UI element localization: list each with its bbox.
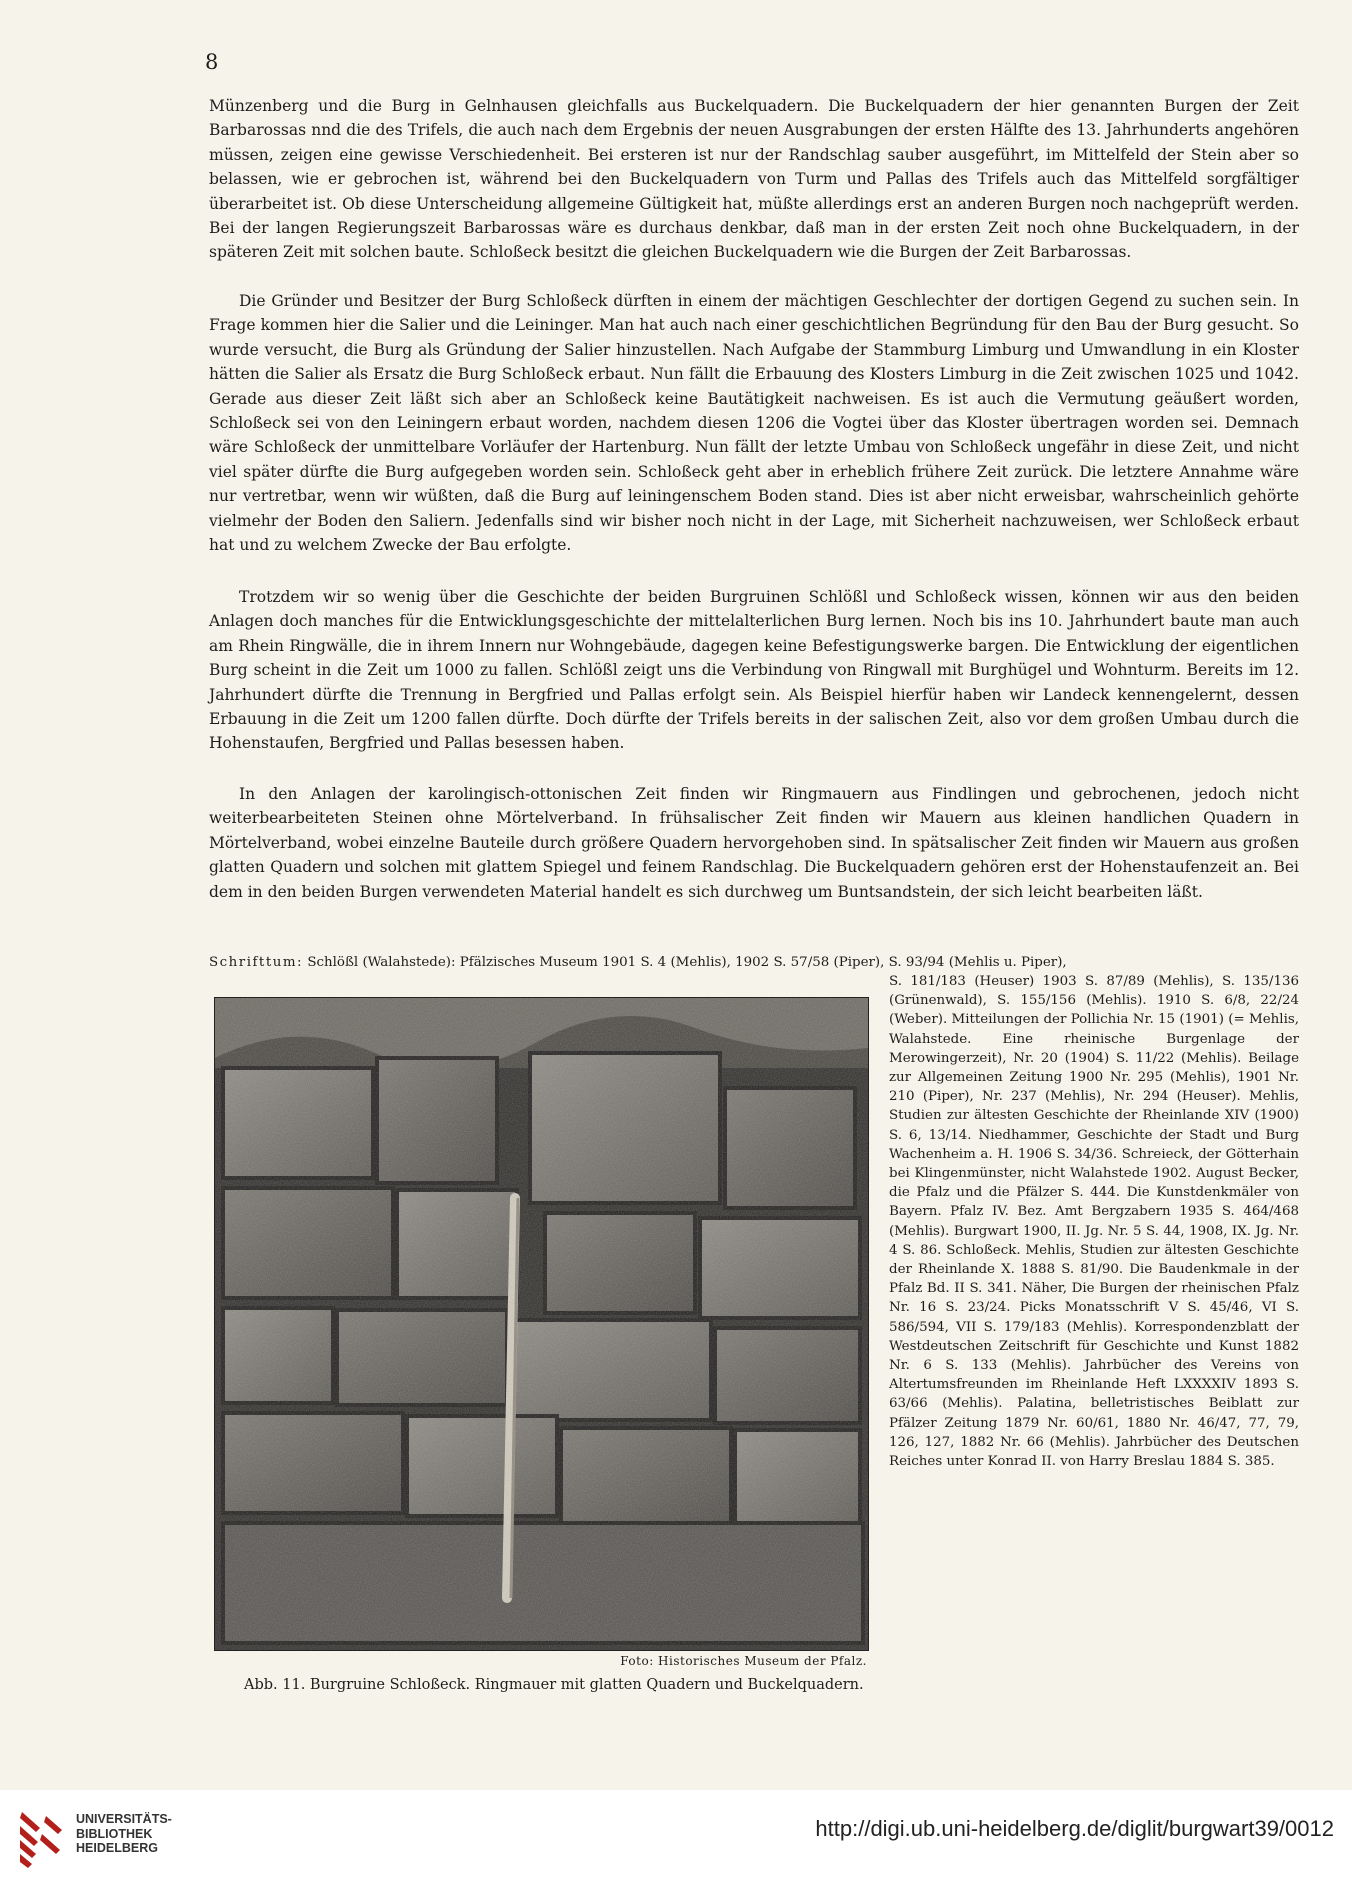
wall-photograph bbox=[214, 997, 869, 1651]
university-library-logo-icon bbox=[18, 1806, 68, 1876]
library-name-line-2: BIBLIOTHEK bbox=[76, 1826, 153, 1841]
page-number: 8 bbox=[205, 50, 219, 74]
body-paragraph-1: Münzenberg und die Burg in Gelnhausen gleichfalls aus Buckelquadern. Die Buckelquadern der hier genannten Burgen der Zeit Barbarossas nnd die des Trifels, die auch nach dem Ergebnis der neuen Ausgrabungen der ersten Hälfte des 13. Jahrhunderts angehören müssen, zeigen eine gewisse Verschiedenheit. Bei ersteren ist nur der Randschlag sauber ausgeführt, im Mittelfeld der Stein aber so belassen, wie er gebrochen ist, während bei den Buckelquadern von Turm und Pallas des Trifels auch das Mittelfeld sorgfältiger überarbeitet ist. Ob diese Unterscheidung allgemeine Gültigkeit hat, müßte allerdings erst an anderen Burgen noch nachgeprüft werden. Bei der langen Regierungszeit Barbarossas wäre es durchaus denkbar, daß man in der ersten Zeit noch ohne Buckelquadern, in der späteren Zeit mit solchen baute. Schloßeck besitzt die gleichen Buckelquadern wie die Burgen der Zeit Barbarossas. bbox=[209, 97, 1299, 262]
library-name-line-3: HEIDELBERG bbox=[76, 1841, 158, 1855]
literature-first-text: Schlößl (Walahstede): Pfälzisches Museum 1901 S. 4 (Mehlis), 1902 S. 57/58 (Piper), S. 93/94 (Mehlis u. Piper), bbox=[307, 955, 1067, 970]
literature-first-line bbox=[209, 953, 1299, 972]
body-paragraph-4: In den Anlagen der karolingisch-ottonischen Zeit finden wir Ringmauern aus Findlingen und gebrochenen, jedoch nicht weiterbearbeiteten Steinen ohne Mörtelverband. In frühsalischer Zeit finden wir Mauern aus kleinen handlichen Quadern in Mörtelverband, wobei einzelne Bauteile durch größere Quadern hervorgehoben sind. In spätsalischer Zeit finden wir Mauern aus großen glatten Quadern und solchen mit glattem Spiegel und feinem Randschlag. Die Buckelquadern gehören erst der Hohenstaufenzeit an. Bei dem in den beiden Burgen verwendeten Material handelt es sich durchweg um Buntsandstein, der sich leicht bearbeiten läßt. bbox=[209, 785, 1299, 901]
library-name-line-1: UNIVERSITÄTS- bbox=[76, 1812, 172, 1826]
library-footer bbox=[0, 1790, 1352, 1895]
body-paragraph-2: Die Gründer und Besitzer der Burg Schloßeck dürften in einem der mächtigen Geschlechter der dortigen Gegend zu suchen sein. In Frage kommen hier die Salier und die Leininger. Man hat auch nach einer geschichtlichen Begründung für den Bau der Burg gesucht. So wurde versucht, die Burg als Gründung der Salier hinzustellen. Nach Aufgabe der Stammburg Limburg und Umwandlung in ein Kloster hätten die Salier als Ersatz die Burg Schloßeck erbaut. Nun fällt die Erbauung des Klosters Limburg in die Zeit zwischen 1025 und 1042. Gerade aus dieser Zeit läßt sich aber an Schloßeck keine Bautätigkeit nachweisen. Es ist auch die Vermutung geäußert worden, Schloßeck sei von den Leiningern erbaut worden, nachdem diesen 1206 die Vogtei über das Kloster übertragen worden sei. Demnach wäre Schloßeck der unmittelbare Vorläufer der Hartenburg. Nun fällt der letzte Umbau von Schloßeck ungefähr in diese Zeit, und nicht viel später dürfte die Burg aufgegeben worden sein. Schloßeck geht aber in erheblich frühere Zeit zurück. Die letztere Annahme wäre nur vertretbar, wenn wir wüßten, daß die Burg auf leiningenschem Boden stand. Dies ist aber nicht erweisbar, wahrscheinlich gehörte vielmehr der Boden den Saliern. Jedenfalls sind wir bisher noch nicht in der Lage, mit Sicherheit nachzuweisen, wer Schloßeck erbaut hat und zu welchem Zwecke der Bau erfolgte. bbox=[209, 292, 1299, 555]
library-name bbox=[76, 1812, 172, 1856]
figure-caption: Abb. 11. Burgruine Schloßeck. Ringmauer mit glatten Quadern und Buckelquadern. bbox=[244, 1677, 864, 1693]
photo-credit: Foto: Historisches Museum der Pfalz. bbox=[620, 1654, 867, 1668]
literature-heading: Schrifttum: bbox=[209, 955, 304, 970]
literature-list: S. 181/183 (Heuser) 1903 S. 87/89 (Mehlis), S. 135/136 (Grünenwald), S. 155/156 (Mehlis). 1910 S. 6/8, 22/24 (Weber). Mitteilungen der Pollichia Nr. 15 (1901) (= Mehlis, Walahstede. Eine rheinische Burgenlage der Merowingerzeit), Nr. 20 (1904) S. 11/22 (Mehlis). Beilage zur Allgemeinen Zeitung 1900 Nr. 295 (Mehlis), 1901 Nr. 210 (Piper), Nr. 237 (Mehlis), Nr. 294 (Heuser). Mehlis, Studien zur ältesten Geschichte der Rheinlande XIV (1900) S. 6, 13/14. Niedhammer, Geschichte der Stadt und Burg Wachenheim a. H. 1906 S. 34/36. Schreieck, der Götterhain bei Klingenmünster, nicht Walahstede 1902. August Becker, die Pfalz und die Pfälzer S. 444. Die Kunstdenkmäler von Bayern. Pfalz IV. Bez. Amt Bergzabern 1935 S. 464/468 (Mehlis). Burgwart 1900, II. Jg. Nr. 5 S. 44, 1908, IX. Jg. Nr. 4 S. 86. Schloßeck. Mehlis, Studien zur ältesten Geschichte der Rheinlande X. 1888 S. 81/90. Die Baudenkmale in der Pfalz Bd. II S. 341. Näher, Die Burgen der rheinischen Pfalz Nr. 16 S. 23/24. Picks Monatsschrift V S. 45/46, VI S. 586/594, VII S. 179/183 (Mehlis). Korrespondenzblatt der Westdeutschen Zeitschrift für Geschichte und Kunst 1882 Nr. 6 S. 133 (Mehlis). Jahrbücher des Vereins von Altertumsfreunden im Rheinlande Heft LXXXXIV 1893 S. 63/66 (Mehlis). Palatina, belletristisches Beiblatt zur Pfälzer Zeitung 1879 Nr. 60/61, 1880 Nr. 46/47, 77, 79, 126, 127, 1882 Nr. 66 (Mehlis). Jahrbücher des Deutschen Reiches unter Konrad II. von Harry Breslau 1884 S. 385. bbox=[889, 974, 1299, 1470]
body-paragraph-3: Trotzdem wir so wenig über die Geschichte der beiden Burgruinen Schlößl und Schloßeck wissen, können wir aus den beiden Anlagen doch manches für die Entwicklungsgeschichte der mittelalterlichen Burg lernen. Noch bis ins 10. Jahrhundert baute man auch am Rhein Ringwälle, die in ihrem Innern nur Wohngebäude, dagegen keine Befestigungswerke bargen. Die Entwicklung der eigentlichen Burg scheint in die Zeit um 1000 zu fallen. Schlößl zeigt uns die Verbindung von Ringwall mit Burghügel und Wohnturm. Bereits im 12. Jahrhundert dürfte die Trennung in Bergfried und Pallas erfolgt sein. Als Beispiel hierfür haben wir Landeck kennengelernt, dessen Erbauung in die Zeit um 1200 fallen dürfte. Doch dürfte der Trifels bereits in der salischen Zeit, also vor dem großen Umbau durch die Hohenstaufen, Bergfried und Pallas besessen haben. bbox=[209, 588, 1299, 753]
permalink-url[interactable]: http://digi.ub.uni-heidelberg.de/diglit/burgwart39/0012 bbox=[815, 1816, 1334, 1841]
